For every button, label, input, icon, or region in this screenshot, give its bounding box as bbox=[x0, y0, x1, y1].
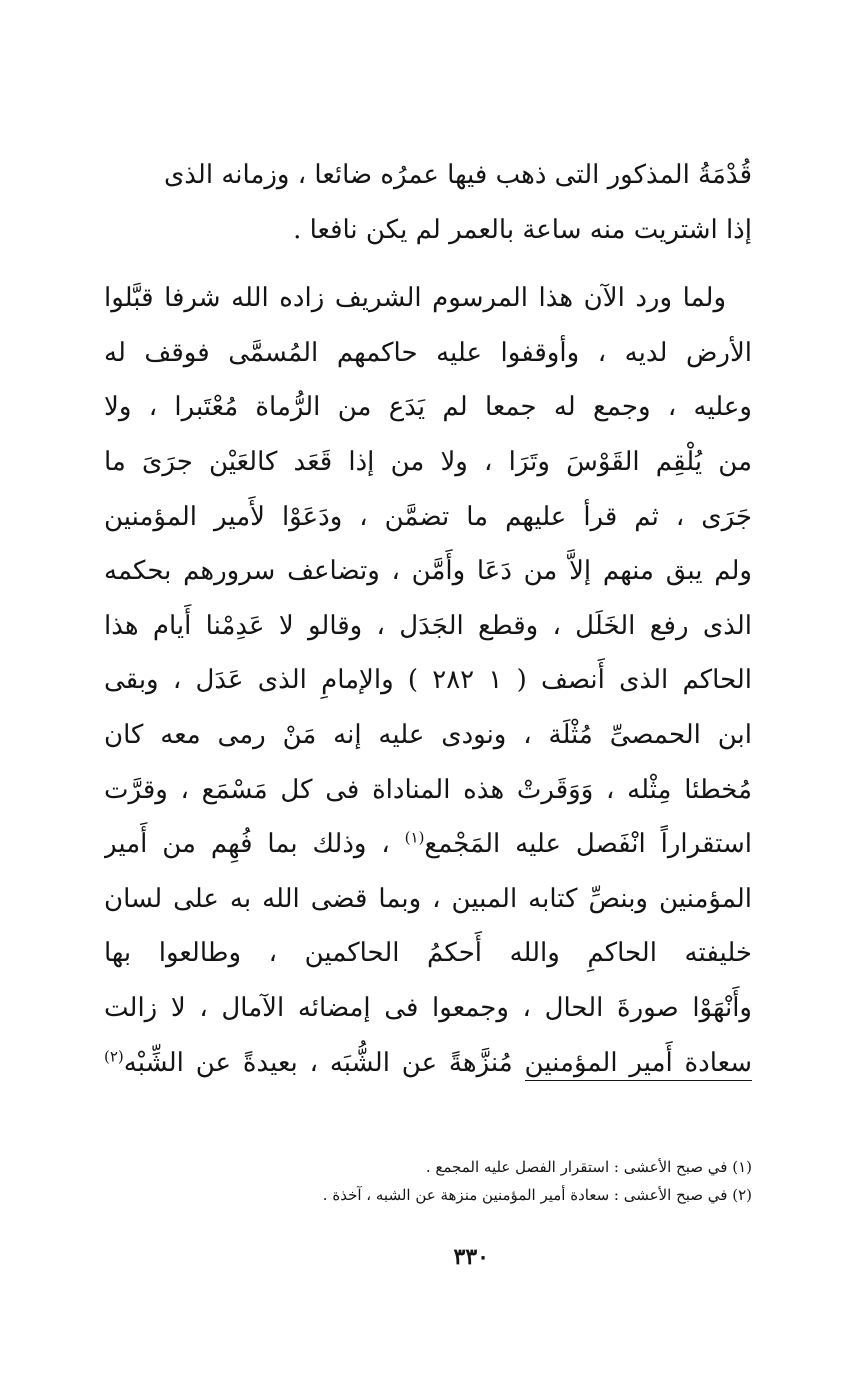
text-line: الحاكم الذى أَنصف ( ١ ٢٨٢ ) والإمامِ الذى عَدَل ، وبقى bbox=[104, 665, 752, 696]
text-segment: ، وذلك بما فُهِم من أَمير bbox=[104, 829, 390, 860]
footnote-2: (٢) في صبح الأعشى : سعادة أمير المؤمنين منزهة عن الشبه ، آخذة . bbox=[322, 1186, 752, 1204]
text-segment: مُنزَّهةً عن الشُّبَه ، بعيدةً عن الشِّبْه bbox=[123, 1047, 513, 1078]
text-line: الذى رفع الخَلَل ، وقطع الجَدَل ، وقالو لا عَدِمْنا أَيام هذا bbox=[104, 610, 752, 641]
paragraph-1 bbox=[104, 148, 752, 257]
text-line: من يُلْقِم القَوْسَ وتَرَا ، ولا من إذا قَعَد كالعَيْن جرَىَ ما bbox=[104, 446, 752, 477]
text-line: جَرَى ، ثم قرأ عليهم ما تضمَّن ، ودَعَوْا لأَمير المؤمنين bbox=[104, 501, 752, 532]
text-line: قُدْمَةُ المذكور التى ذهب فيها عمرُه ضائعا ، وزمانه الذى bbox=[163, 160, 752, 190]
text-line-last bbox=[104, 1036, 752, 1091]
paragraph-2 bbox=[104, 271, 752, 1090]
text-line: ولما ورد الآن هذا المرسوم الشريف زاده الله شرفا قبَّلوا bbox=[104, 283, 726, 314]
footnotes bbox=[150, 1153, 752, 1209]
footnote-marker-1: (١) bbox=[404, 828, 425, 847]
text-line: وعليه ، وجمع له جمعا لم يَدَع من الرُّماة مُعْتَبرا ، ولا bbox=[104, 392, 752, 423]
main-text bbox=[104, 148, 752, 1090]
text-line-with-footnote bbox=[104, 817, 752, 872]
page-number: ٣٣٠ bbox=[453, 1244, 489, 1270]
text-segment: استقراراً انْفَصل عليه المَجْمع bbox=[424, 829, 752, 860]
text-line: خليفته الحاكمِ والله أَحكمُ الحاكمين ، وطالعوا بها bbox=[104, 938, 752, 969]
footnote-marker-2: (٢) bbox=[104, 1046, 124, 1065]
footnote-1: (١) في صبح الأعشى : استقرار الفصل عليه المجمع . bbox=[425, 1158, 752, 1176]
text-line: إذا اشتريت منه ساعة بالعمر لم يكن نافعا . bbox=[293, 214, 752, 245]
text-line: المؤمنين وبنصِّ كتابه المبين ، وبما قضى الله به على لسان bbox=[104, 883, 752, 914]
text-line: مُخطئا مِثْله ، وَوَقَرتْ هذه المناداة فى كل مَسْمَع ، وقرَّت bbox=[104, 774, 752, 805]
text-line: ولم يبق منهم إلاَّ من دَعَا وأَمَّن ، وتضاعف سرورهم بحكمه bbox=[104, 556, 752, 587]
text-line: الأرض لديه ، وأوقفوا عليه حاكمهم المُسمَّى فوقف له bbox=[104, 337, 752, 368]
text-line: ابن الحمصىِّ مُثْلَة ، ونودى عليه إنه مَنْ رمى معه كان bbox=[104, 719, 752, 750]
underlined-phrase: سعادة أَمير المؤمنين bbox=[525, 1048, 752, 1081]
text-line: وأَنْهَوْا صورةَ الحال ، وجمعوا فى إمضائه الآمال ، لا زالت bbox=[104, 992, 752, 1023]
